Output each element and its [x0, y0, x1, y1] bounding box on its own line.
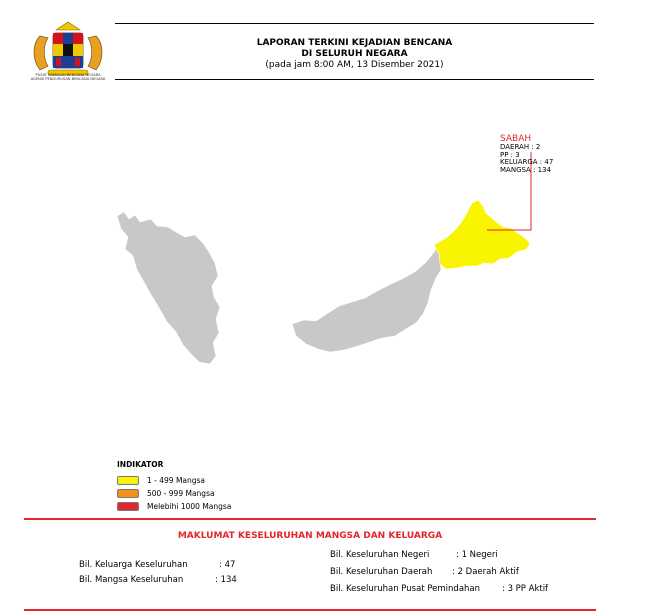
- stat-keluarga-value: : 47: [219, 560, 236, 570]
- stat-keluarga-label: Bil. Keluarga Keseluruhan: [79, 560, 188, 570]
- title-line-2: DI SELURUH NEGARA: [301, 49, 408, 59]
- stat-pp-label: Bil. Keseluruhan Pusat Pemindahan: [330, 584, 481, 594]
- stat-daerah: [330, 567, 519, 577]
- legend-label: Melebihi 1000 Mangsa: [147, 502, 232, 511]
- summary-title: MAKLUMAT KESELURUHAN MANGSA DAN KELUARGA: [177, 531, 443, 541]
- region-sabah[interactable]: [434, 200, 530, 269]
- sabah-callout: [500, 134, 553, 174]
- stat-daerah-value: : 2 Daerah Aktif: [452, 567, 519, 577]
- callout-state-name: SABAH: [500, 134, 532, 144]
- stat-mangsa: [79, 575, 237, 585]
- stat-daerah-label: Bil. Keseluruhan Daerah: [330, 567, 433, 577]
- callout-daerah: DAERAH : 2: [500, 143, 541, 151]
- title-line-1: LAPORAN TERKINI KEJADIAN BENCANA: [256, 38, 453, 48]
- stat-keluarga: [79, 560, 236, 570]
- callout-pp: PP : 3: [500, 150, 520, 159]
- stat-negeri-label: Bil. Keseluruhan Negeri: [330, 550, 430, 560]
- legend-item-high: [117, 500, 231, 513]
- legend-title: INDIKATOR: [117, 460, 164, 469]
- stat-negeri-value: : 1 Negeri: [456, 550, 498, 560]
- legend-item-low: [117, 474, 231, 487]
- legend-label: 1 - 499 Mangsa: [147, 476, 206, 485]
- stat-negeri: [330, 550, 498, 560]
- report-timestamp: (pada jam 8:00 AM, 13 Disember 2021): [265, 60, 444, 70]
- stat-pp: [330, 584, 549, 594]
- map-legend: [117, 460, 231, 513]
- legend-swatch-red: [117, 502, 139, 511]
- header-top-rule: [115, 23, 594, 24]
- stat-mangsa-value: : 134: [215, 575, 237, 585]
- stat-pp-value: : 3 PP Aktif: [502, 584, 549, 594]
- legend-swatch-orange: [117, 489, 139, 498]
- region-semenanjung[interactable]: [117, 212, 220, 364]
- legend-label: 500 - 999 Mangsa: [147, 489, 215, 498]
- stat-mangsa-label: Bil. Mangsa Keseluruhan: [79, 575, 184, 585]
- malaysia-map: [0, 100, 651, 460]
- callout-mangsa: MANGSA : 134: [500, 165, 552, 174]
- legend-swatch-yellow: [117, 476, 139, 485]
- region-sarawak[interactable]: [292, 243, 443, 352]
- report-title: [115, 38, 594, 71]
- summary-bottom-rule: [24, 609, 596, 611]
- legend-item-medium: [117, 487, 231, 500]
- header-bottom-rule: [115, 79, 594, 80]
- callout-keluarga: KELUARGA : 47: [500, 158, 554, 167]
- summary-top-rule: [24, 518, 596, 520]
- logo-caption: PUSAT KAWALAN BENCANA NEGARA AGENSI PENGURUSAN BENCANA NEGARA: [30, 73, 106, 82]
